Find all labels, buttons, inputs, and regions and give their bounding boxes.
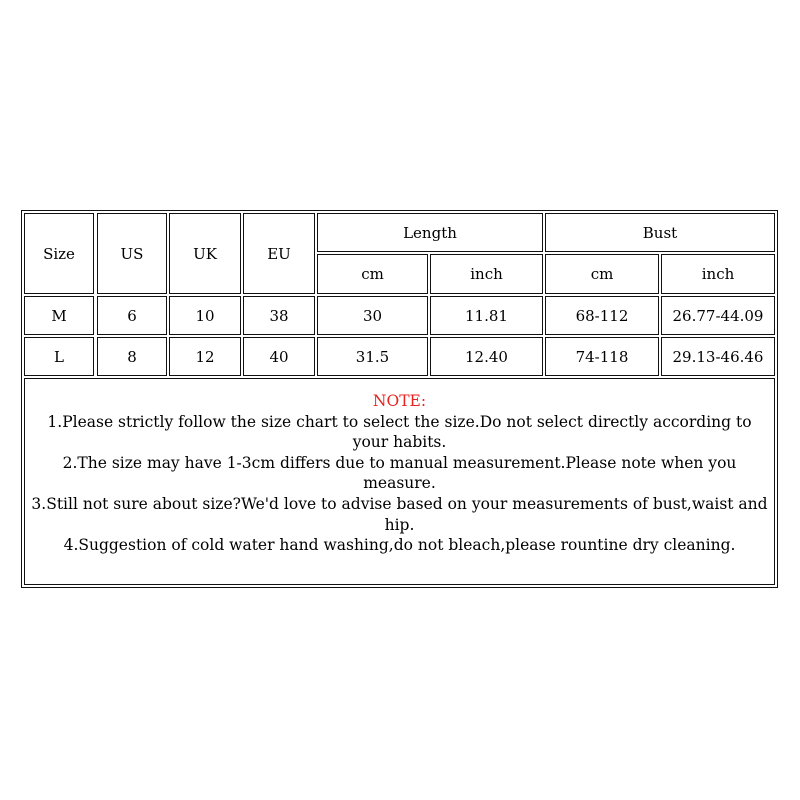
- cell-us: 8: [97, 337, 167, 376]
- cell-size: M: [24, 296, 94, 335]
- note-item: 3.Still not sure about size?We'd love to advise based on your measurements of bust,waist and hip.: [31, 494, 768, 534]
- cell-size: L: [24, 337, 94, 376]
- size-chart: [21, 210, 778, 588]
- cell-bust-cm: 74-118: [545, 337, 659, 376]
- cell-uk: 12: [169, 337, 241, 376]
- cell-length-cm: 30: [317, 296, 428, 335]
- header-size: Size: [24, 213, 94, 294]
- cell-length-inch: 12.40: [430, 337, 543, 376]
- cell-bust-inch: 29.13-46.46: [661, 337, 775, 376]
- header-uk: UK: [169, 213, 241, 294]
- note-item: 4.Suggestion of cold water hand washing,do not bleach,please rountine dry cleaning.: [63, 536, 736, 555]
- note-item: 1.Please strictly follow the size chart to select the size.Do not select directly according to your habits.: [47, 412, 752, 452]
- cell-eu: 40: [243, 337, 315, 376]
- cell-length-inch: 11.81: [430, 296, 543, 335]
- header-bust-inch: inch: [661, 254, 775, 294]
- cell-bust-cm: 68-112: [545, 296, 659, 335]
- notes-box: [24, 378, 775, 585]
- cell-bust-inch: 26.77-44.09: [661, 296, 775, 335]
- header-length-cm: cm: [317, 254, 428, 294]
- header-bust: Bust: [545, 213, 775, 252]
- note-item: 2.The size may have 1-3cm differs due to manual measurement.Please note when you measure.: [62, 453, 737, 493]
- header-us: US: [97, 213, 167, 294]
- header-eu: EU: [243, 213, 315, 294]
- note-title: NOTE:: [372, 392, 427, 410]
- cell-length-cm: 31.5: [317, 337, 428, 376]
- cell-uk: 10: [169, 296, 241, 335]
- header-length: Length: [317, 213, 543, 252]
- header-length-inch: inch: [430, 254, 543, 294]
- cell-eu: 38: [243, 296, 315, 335]
- cell-us: 6: [97, 296, 167, 335]
- header-bust-cm: cm: [545, 254, 659, 294]
